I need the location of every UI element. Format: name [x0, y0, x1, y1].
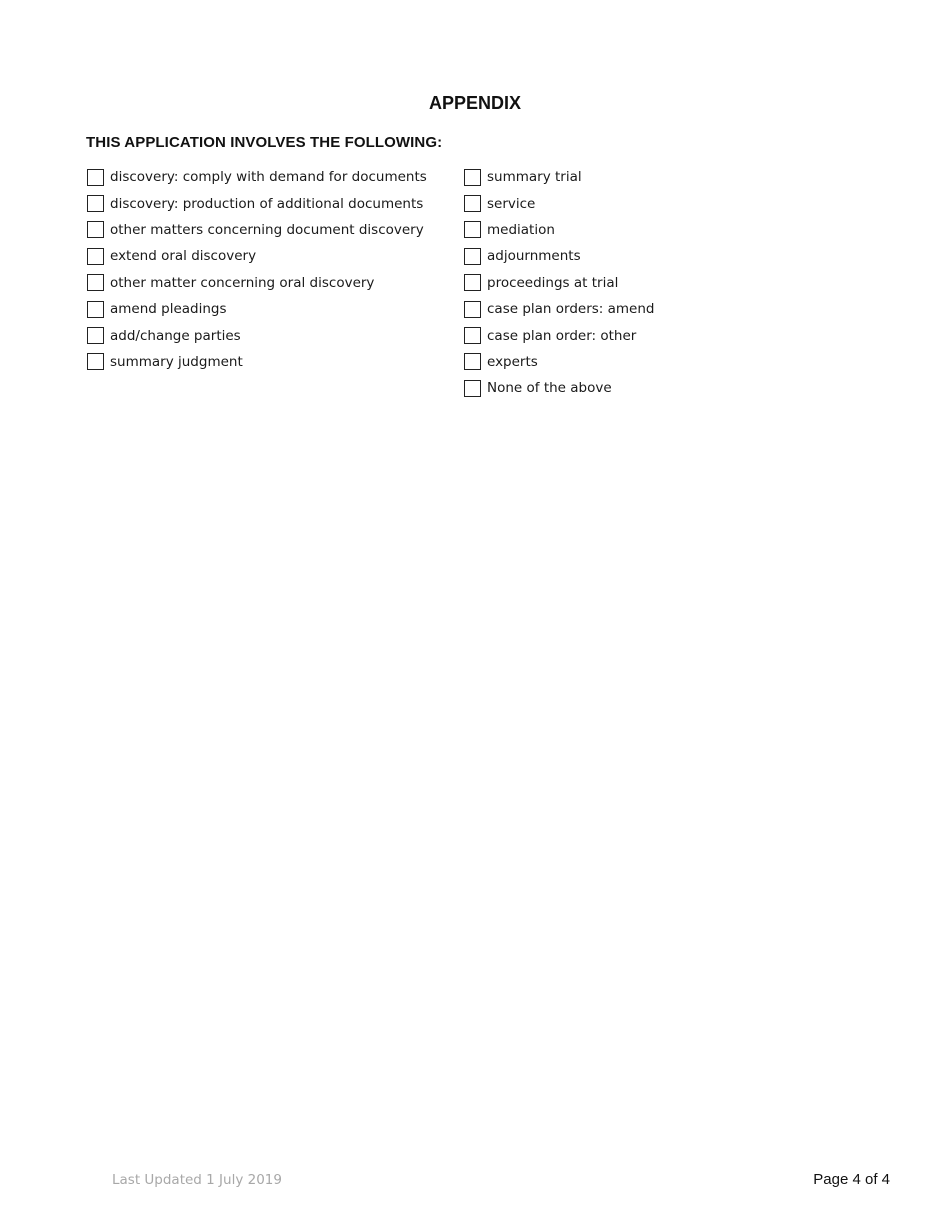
checkbox-label: case plan order: other — [487, 327, 637, 344]
checkbox-label: summary trial — [487, 169, 582, 186]
checklist-right-column — [464, 164, 655, 402]
checkbox[interactable] — [87, 274, 104, 291]
page-number: Page 4 of 4 — [813, 1171, 890, 1188]
page-title: APPENDIX — [428, 93, 522, 113]
checkbox[interactable] — [464, 301, 481, 318]
checklist-item-case-plan-order-other[interactable] — [464, 322, 655, 348]
checkbox[interactable] — [87, 301, 104, 318]
checklist-item-amend-pleadings[interactable] — [87, 296, 427, 322]
checklist-item-extend-oral-discovery[interactable] — [87, 243, 427, 269]
checkbox-label: mediation — [487, 221, 555, 238]
checkbox-label: amend pleadings — [110, 301, 227, 318]
checkbox[interactable] — [87, 195, 104, 212]
checkbox-label: add/change parties — [110, 327, 241, 344]
checkbox[interactable] — [87, 221, 104, 238]
checkbox-label: other matter concerning oral discovery — [110, 274, 375, 291]
checkbox[interactable] — [464, 195, 481, 212]
checkbox[interactable] — [464, 353, 481, 370]
checkbox[interactable] — [87, 327, 104, 344]
checkbox-label: case plan orders: amend — [487, 301, 655, 318]
checkbox-label: None of the above — [487, 380, 612, 397]
checklist-item-experts[interactable] — [464, 349, 655, 375]
checkbox-label: discovery: production of additional documents — [110, 195, 424, 212]
checkbox[interactable] — [87, 169, 104, 186]
checkbox[interactable] — [464, 221, 481, 238]
checkbox-label: service — [487, 195, 536, 212]
checkbox[interactable] — [87, 248, 104, 265]
checklist-item-proceedings-at-trial[interactable] — [464, 270, 655, 296]
checkbox[interactable] — [464, 327, 481, 344]
checkbox[interactable] — [464, 169, 481, 186]
section-heading: THIS APPLICATION INVOLVES THE FOLLOWING: — [86, 134, 443, 151]
checklist-item-discovery-additional-documents[interactable] — [87, 190, 427, 216]
checkbox-label: discovery: comply with demand for documents — [110, 169, 427, 186]
checklist-item-discovery-comply-demand[interactable] — [87, 164, 427, 190]
last-updated-note: Last Updated 1 July 2019 — [112, 1172, 282, 1188]
checkbox-label: proceedings at trial — [487, 274, 619, 291]
checkbox[interactable] — [464, 248, 481, 265]
checkbox-label: summary judgment — [110, 353, 243, 370]
checklist-item-summary-trial[interactable] — [464, 164, 655, 190]
checklist-item-mediation[interactable] — [464, 217, 655, 243]
checklist-item-adjournments[interactable] — [464, 243, 655, 269]
checkbox-label: adjournments — [487, 248, 581, 265]
checkbox-label: extend oral discovery — [110, 248, 257, 265]
checklist-item-case-plan-orders-amend[interactable] — [464, 296, 655, 322]
checklist-item-other-document-discovery[interactable] — [87, 217, 427, 243]
checklist-item-service[interactable] — [464, 190, 655, 216]
checkbox[interactable] — [87, 353, 104, 370]
checkbox[interactable] — [464, 274, 481, 291]
checklist-item-none-of-the-above[interactable] — [464, 375, 655, 401]
checklist-item-add-change-parties[interactable] — [87, 322, 427, 348]
checklist-item-other-oral-discovery[interactable] — [87, 270, 427, 296]
checkbox-label: other matters concerning document discovery — [110, 221, 424, 238]
checkbox-label: experts — [487, 353, 538, 370]
checklist-item-summary-judgment[interactable] — [87, 349, 427, 375]
checkbox[interactable] — [464, 380, 481, 397]
checklist-left-column — [87, 164, 427, 375]
